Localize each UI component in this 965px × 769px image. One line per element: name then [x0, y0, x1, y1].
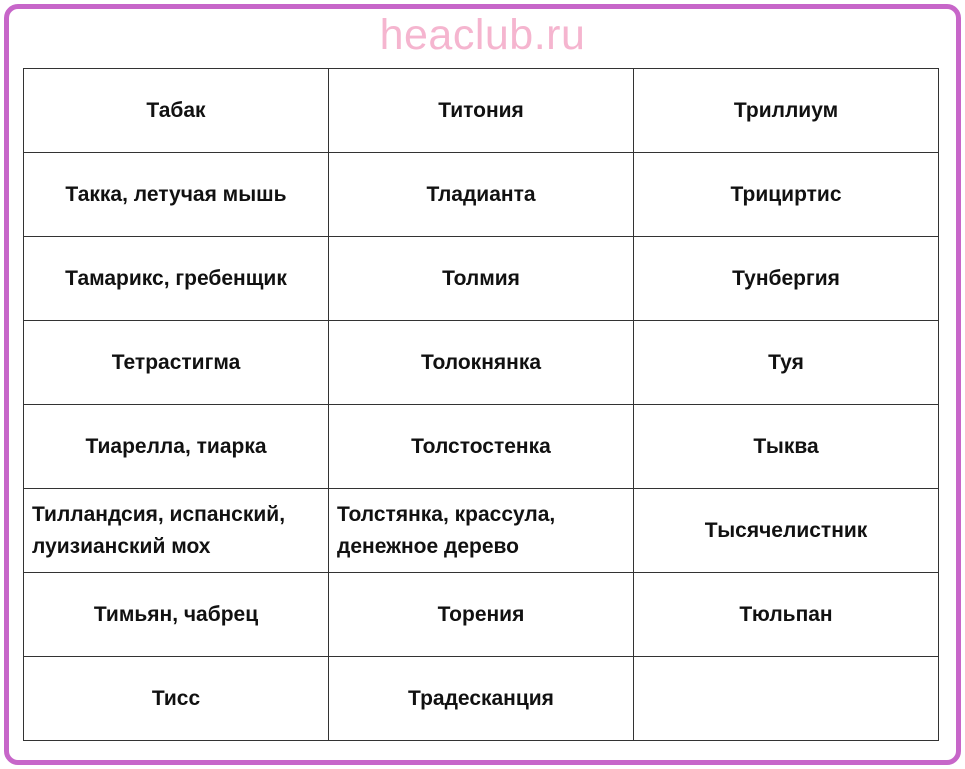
- cell-text: Туя: [768, 350, 804, 374]
- table-cell: [634, 405, 939, 489]
- table-row: [24, 573, 939, 657]
- cell-text: Трициртис: [730, 182, 842, 206]
- table-cell: [24, 321, 329, 405]
- cell-text: Тамарикс, гребенщик: [65, 266, 287, 290]
- table-cell: [24, 657, 329, 741]
- table-cell: [24, 573, 329, 657]
- table-cell: [329, 321, 634, 405]
- cell-text: Тюльпан: [739, 602, 833, 626]
- table-cell: [329, 657, 634, 741]
- cell-text: Тимьян, чабрец: [93, 602, 259, 626]
- cell-text: Тиарелла, тиарка: [85, 434, 267, 458]
- table-cell: [634, 321, 939, 405]
- table-cell: [634, 153, 939, 237]
- table-cell: [634, 489, 939, 573]
- table-cell: [329, 69, 634, 153]
- cell-text: Толмия: [442, 266, 520, 290]
- cell-text: Тысячелистник: [704, 518, 868, 542]
- cell-text: Табак: [146, 98, 206, 122]
- table-cell: [24, 237, 329, 321]
- table-cell: [24, 489, 329, 573]
- table-cell: [329, 489, 634, 573]
- table-cell: [634, 657, 939, 741]
- table-cell: [634, 69, 939, 153]
- table-cell: [634, 237, 939, 321]
- table-cell: [24, 153, 329, 237]
- cell-text: Толстянка, крассула, денежное дерево: [337, 502, 556, 558]
- cell-text: Титония: [438, 98, 524, 122]
- table-cell: [24, 69, 329, 153]
- table-row: [24, 657, 939, 741]
- cell-text: Тунбергия: [732, 266, 840, 290]
- table-cell: [329, 573, 634, 657]
- table-row: [24, 153, 939, 237]
- table-cell: [329, 405, 634, 489]
- table-cell: [634, 573, 939, 657]
- table-cell: [329, 237, 634, 321]
- cell-text: Тладианта: [426, 182, 536, 206]
- table-row: [24, 405, 939, 489]
- cell-text: Торения: [437, 602, 525, 626]
- table-row: [24, 321, 939, 405]
- cell-text: Тисс: [151, 686, 201, 710]
- table-row: [24, 237, 939, 321]
- cell-text: Такка, летучая мышь: [65, 182, 287, 206]
- site-watermark: heaclub.ru: [379, 11, 586, 59]
- plant-names-table: [23, 68, 939, 741]
- cell-text: Толстостенка: [411, 434, 551, 458]
- cell-text: Традесканция: [408, 686, 554, 710]
- cell-text: Тетрастигма: [111, 350, 241, 374]
- cell-text: Тилландсия, испанский, луизианский мох: [32, 502, 286, 558]
- cell-text: Толокнянка: [420, 350, 542, 374]
- cell-text: Тыква: [753, 434, 819, 458]
- table-cell: [24, 405, 329, 489]
- cell-text: Триллиум: [733, 98, 839, 122]
- table-cell: [329, 153, 634, 237]
- table-row: [24, 69, 939, 153]
- table-row: [24, 489, 939, 573]
